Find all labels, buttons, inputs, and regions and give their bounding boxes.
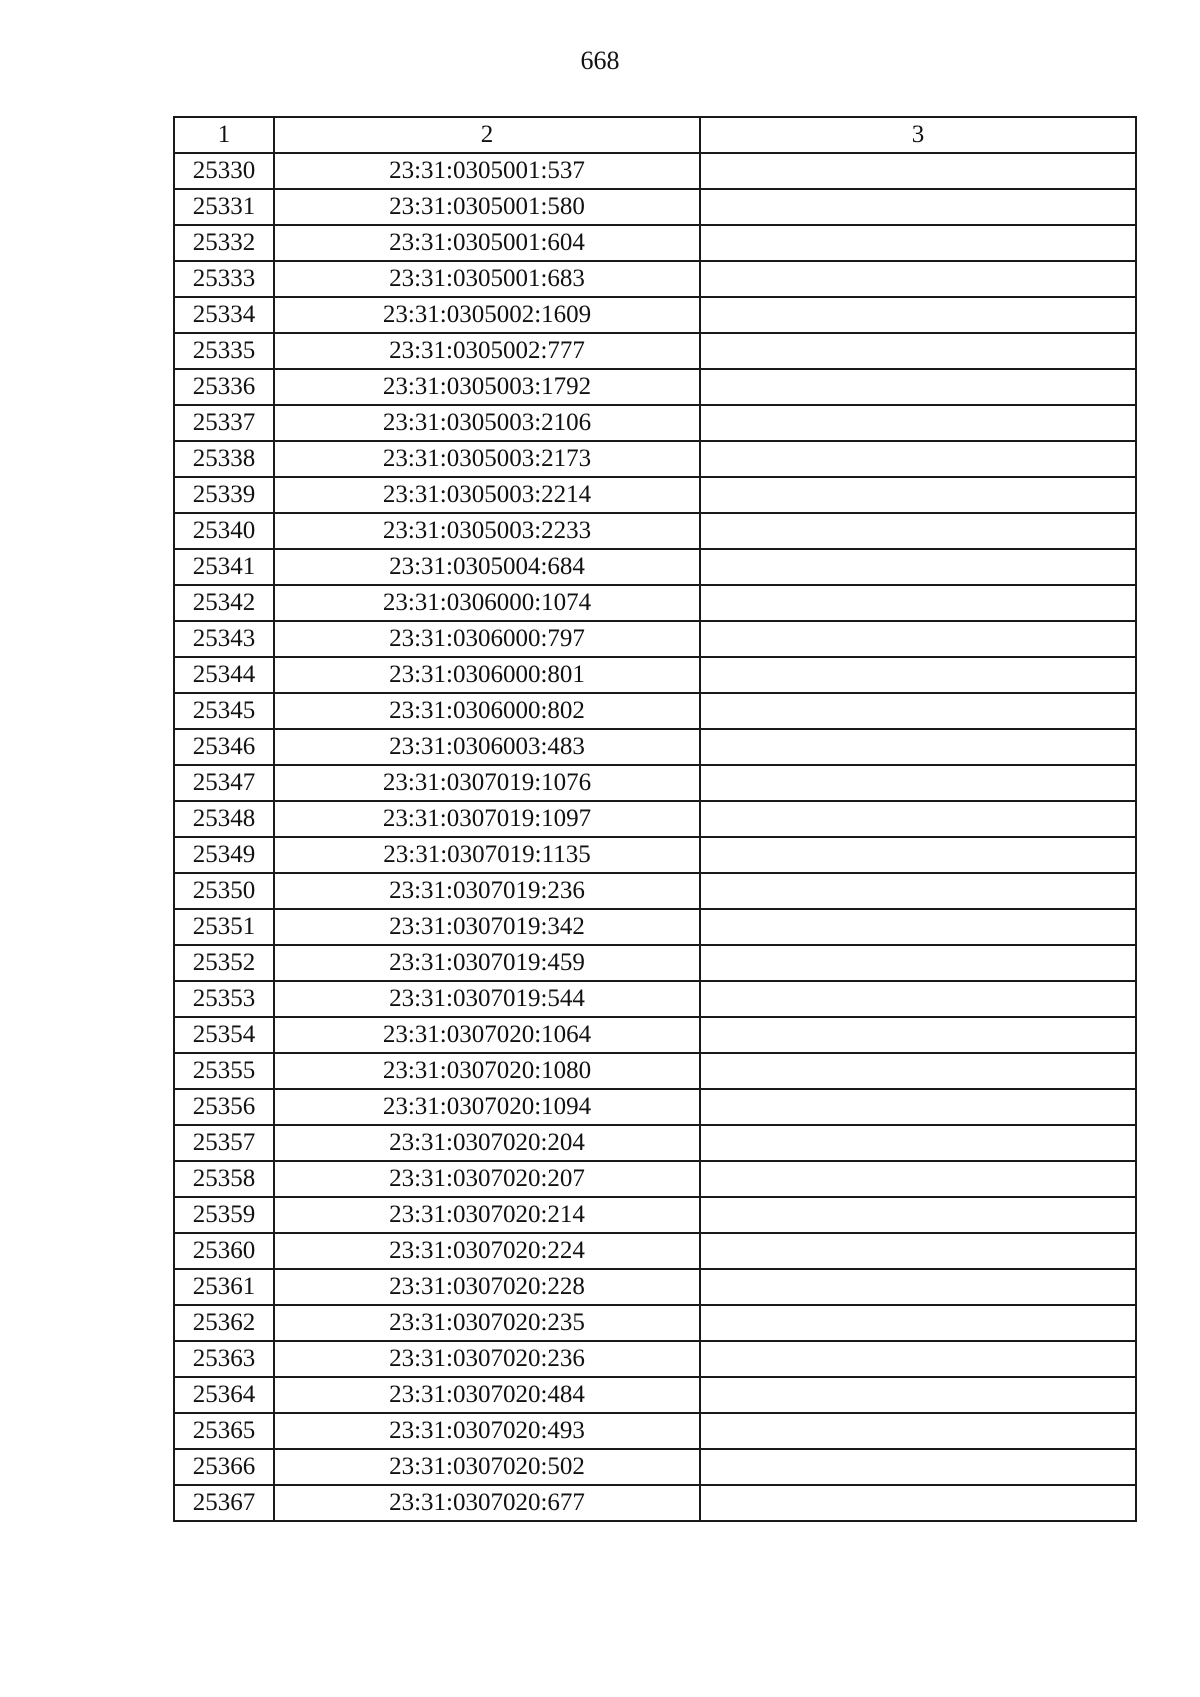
table-row (174, 837, 1136, 873)
note-cell (700, 1377, 1136, 1413)
cadastral-number-cell: 23:31:0306003:483 (274, 729, 700, 765)
note-cell (700, 333, 1136, 369)
row-number-cell: 25347 (174, 765, 274, 801)
note-cell (700, 405, 1136, 441)
note-cell (700, 549, 1136, 585)
cadastral-number-cell: 23:31:0305003:2214 (274, 477, 700, 513)
cadastral-number-cell: 23:31:0306000:801 (274, 657, 700, 693)
table-row (174, 765, 1136, 801)
table-body (174, 153, 1136, 1521)
note-cell (700, 981, 1136, 1017)
cadastral-number-cell: 23:31:0305003:2233 (274, 513, 700, 549)
note-cell (700, 837, 1136, 873)
cadastral-number-cell: 23:31:0307020:677 (274, 1485, 700, 1521)
row-number-cell: 25357 (174, 1125, 274, 1161)
note-cell (700, 1341, 1136, 1377)
row-number-cell: 25354 (174, 1017, 274, 1053)
row-number-cell: 25339 (174, 477, 274, 513)
cadastral-number-cell: 23:31:0307020:493 (274, 1413, 700, 1449)
registry-table (173, 116, 1137, 1522)
row-number-cell: 25345 (174, 693, 274, 729)
note-cell (700, 765, 1136, 801)
table-row (174, 513, 1136, 549)
row-number-cell: 25342 (174, 585, 274, 621)
row-number-cell: 25348 (174, 801, 274, 837)
table-row (174, 405, 1136, 441)
cadastral-number-cell: 23:31:0305002:777 (274, 333, 700, 369)
note-cell (700, 1269, 1136, 1305)
row-number-cell: 25337 (174, 405, 274, 441)
row-number-cell: 25353 (174, 981, 274, 1017)
column-header-2: 2 (274, 117, 700, 153)
note-cell (700, 909, 1136, 945)
cadastral-number-cell: 23:31:0307020:1094 (274, 1089, 700, 1125)
table-row (174, 657, 1136, 693)
cadastral-number-cell: 23:31:0305001:683 (274, 261, 700, 297)
note-cell (700, 1089, 1136, 1125)
row-number-cell: 25340 (174, 513, 274, 549)
cadastral-number-cell: 23:31:0307019:1076 (274, 765, 700, 801)
note-cell (700, 441, 1136, 477)
row-number-cell: 25330 (174, 153, 274, 189)
note-cell (700, 1485, 1136, 1521)
cadastral-number-cell: 23:31:0305003:1792 (274, 369, 700, 405)
table-row (174, 1449, 1136, 1485)
note-cell (700, 1449, 1136, 1485)
table-header (174, 117, 1136, 153)
table-row (174, 1305, 1136, 1341)
table-row (174, 693, 1136, 729)
table-row (174, 1125, 1136, 1161)
note-cell (700, 1125, 1136, 1161)
cadastral-number-cell: 23:31:0305004:684 (274, 549, 700, 585)
table-row (174, 297, 1136, 333)
table-row (174, 1017, 1136, 1053)
table-row (174, 441, 1136, 477)
note-cell (700, 1017, 1136, 1053)
table-row (174, 333, 1136, 369)
cadastral-number-cell: 23:31:0307020:1064 (274, 1017, 700, 1053)
column-header-3: 3 (700, 117, 1136, 153)
table-row (174, 153, 1136, 189)
table-row (174, 873, 1136, 909)
table-row (174, 225, 1136, 261)
cadastral-number-cell: 23:31:0307019:1097 (274, 801, 700, 837)
note-cell (700, 873, 1136, 909)
row-number-cell: 25333 (174, 261, 274, 297)
note-cell (700, 1197, 1136, 1233)
row-number-cell: 25344 (174, 657, 274, 693)
row-number-cell: 25361 (174, 1269, 274, 1305)
note-cell (700, 657, 1136, 693)
row-number-cell: 25365 (174, 1413, 274, 1449)
row-number-cell: 25349 (174, 837, 274, 873)
row-number-cell: 25336 (174, 369, 274, 405)
row-number-cell: 25331 (174, 189, 274, 225)
note-cell (700, 801, 1136, 837)
table-row (174, 909, 1136, 945)
cadastral-number-cell: 23:31:0307019:1135 (274, 837, 700, 873)
note-cell (700, 369, 1136, 405)
cadastral-number-cell: 23:31:0307020:224 (274, 1233, 700, 1269)
cadastral-number-cell: 23:31:0307019:236 (274, 873, 700, 909)
table-row (174, 189, 1136, 225)
row-number-cell: 25343 (174, 621, 274, 657)
note-cell (700, 1233, 1136, 1269)
table-row (174, 1485, 1136, 1521)
table-row (174, 549, 1136, 585)
note-cell (700, 729, 1136, 765)
row-number-cell: 25332 (174, 225, 274, 261)
cadastral-number-cell: 23:31:0305003:2173 (274, 441, 700, 477)
table-row (174, 1413, 1136, 1449)
cadastral-number-cell: 23:31:0307020:228 (274, 1269, 700, 1305)
row-number-cell: 25364 (174, 1377, 274, 1413)
note-cell (700, 1161, 1136, 1197)
note-cell (700, 585, 1136, 621)
row-number-cell: 25341 (174, 549, 274, 585)
note-cell (700, 189, 1136, 225)
cadastral-number-cell: 23:31:0307019:544 (274, 981, 700, 1017)
table-row (174, 1161, 1136, 1197)
row-number-cell: 25366 (174, 1449, 274, 1485)
cadastral-number-cell: 23:31:0307020:207 (274, 1161, 700, 1197)
table-row (174, 1197, 1136, 1233)
table-row (174, 1089, 1136, 1125)
table-row (174, 1341, 1136, 1377)
note-cell (700, 621, 1136, 657)
table-row (174, 585, 1136, 621)
note-cell (700, 477, 1136, 513)
table-row (174, 1269, 1136, 1305)
row-number-cell: 25358 (174, 1161, 274, 1197)
cadastral-number-cell: 23:31:0307020:236 (274, 1341, 700, 1377)
cadastral-number-cell: 23:31:0306000:1074 (274, 585, 700, 621)
row-number-cell: 25350 (174, 873, 274, 909)
row-number-cell: 25362 (174, 1305, 274, 1341)
table-row (174, 369, 1136, 405)
note-cell (700, 261, 1136, 297)
table-row (174, 945, 1136, 981)
cadastral-number-cell: 23:31:0307019:459 (274, 945, 700, 981)
column-header-1: 1 (174, 117, 274, 153)
table-row (174, 981, 1136, 1017)
row-number-cell: 25346 (174, 729, 274, 765)
note-cell (700, 513, 1136, 549)
row-number-cell: 25355 (174, 1053, 274, 1089)
table-row (174, 729, 1136, 765)
table-row (174, 621, 1136, 657)
row-number-cell: 25359 (174, 1197, 274, 1233)
cadastral-number-cell: 23:31:0307019:342 (274, 909, 700, 945)
note-cell (700, 225, 1136, 261)
table-row (174, 477, 1136, 513)
table-row (174, 261, 1136, 297)
cadastral-number-cell: 23:31:0306000:802 (274, 693, 700, 729)
cadastral-number-cell: 23:31:0305001:537 (274, 153, 700, 189)
note-cell (700, 1305, 1136, 1341)
row-number-cell: 25367 (174, 1485, 274, 1521)
note-cell (700, 945, 1136, 981)
cadastral-number-cell: 23:31:0307020:235 (274, 1305, 700, 1341)
cadastral-number-cell: 23:31:0307020:1080 (274, 1053, 700, 1089)
note-cell (700, 693, 1136, 729)
row-number-cell: 25356 (174, 1089, 274, 1125)
row-number-cell: 25363 (174, 1341, 274, 1377)
table-row (174, 801, 1136, 837)
row-number-cell: 25338 (174, 441, 274, 477)
row-number-cell: 25360 (174, 1233, 274, 1269)
cadastral-number-cell: 23:31:0307020:204 (274, 1125, 700, 1161)
cadastral-number-cell: 23:31:0305002:1609 (274, 297, 700, 333)
row-number-cell: 25335 (174, 333, 274, 369)
header-row (174, 117, 1136, 153)
table-row (174, 1053, 1136, 1089)
cadastral-number-cell: 23:31:0305001:604 (274, 225, 700, 261)
cadastral-number-cell: 23:31:0306000:797 (274, 621, 700, 657)
page-number: 668 (580, 46, 620, 75)
cadastral-number-cell: 23:31:0305003:2106 (274, 405, 700, 441)
cadastral-number-cell: 23:31:0307020:484 (274, 1377, 700, 1413)
row-number-cell: 25352 (174, 945, 274, 981)
row-number-cell: 25351 (174, 909, 274, 945)
table-row (174, 1233, 1136, 1269)
note-cell (700, 1413, 1136, 1449)
row-number-cell: 25334 (174, 297, 274, 333)
note-cell (700, 153, 1136, 189)
table-row (174, 1377, 1136, 1413)
cadastral-number-cell: 23:31:0305001:580 (274, 189, 700, 225)
note-cell (700, 297, 1136, 333)
note-cell (700, 1053, 1136, 1089)
cadastral-number-cell: 23:31:0307020:502 (274, 1449, 700, 1485)
cadastral-number-cell: 23:31:0307020:214 (274, 1197, 700, 1233)
